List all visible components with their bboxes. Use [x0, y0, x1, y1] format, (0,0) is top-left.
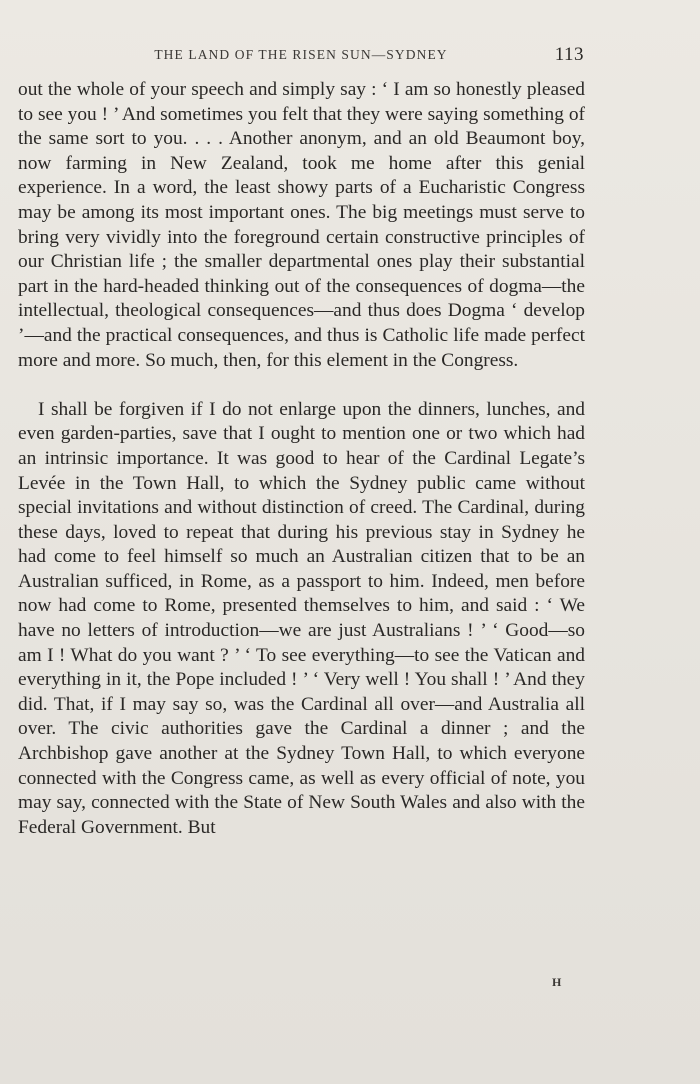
paragraph: I shall be forgiven if I do not enlarge upon the dinners, lunches, and even garden-parties, save that I ought to mention one or two which had an intrinsic importance. It was good to hear of the Cardinal Legate’s Levée in the Town Hall, to which the Sydney public came without special invitations and without distinction of creed. The Cardinal, during these days, loved to repeat that during his previous stay in Sydney he had come to feel himself so much an Australian citizen that to be an Australian sufficed, in Rome, as a passport to him. Indeed, men before now had come to Rome, presented themselves to him, and said : ‘ We have no letters of introduction—we are just Australians ! ’ ‘ Good—so am I ! What do you want ? ’ ‘ To see everything—to see the Vatican and everything in it, the Pope included ! ’ ‘ Very well ! You shall ! ’ And they did. That, if I may say so, was the Cardinal all over—and Australia all over. The civic authorities gave the Cardinal a dinner ; and the Archbishop gave another at the Sydney Town Hall, to which everyone connected with the Congress came, as well as every official of note, you may say, connected with the State of New South Wales and also with the Federal Government. But	[18, 398, 585, 838]
paragraph: out the whole of your speech and simply say : ‘ I am so honestly pleased to see you ! ’ And sometimes you felt that they were saying something of the same sort to you. . . . Another anonym, and an old Beaumont boy, now farming in New Zealand, took me home after this genial experience. In a word, the least showy parts of a Eucharistic Congress may be among its most important ones. The big meetings must serve to bring very vividly into the foreground certain constructive principles of our Christian life ; the smaller departmental ones play their substantial part in the hard-headed thinking out of the consequences of dogma—the intellectual, theological consequences—and thus does Dogma ‘ develop ’—and the practical consequences, and thus is Catholic life made perfect more and more. So much, then, for this element in the Congress.	[18, 79, 585, 371]
page-number: 113	[554, 44, 584, 65]
signature-mark: H	[552, 975, 562, 989]
page-header	[18, 44, 584, 68]
running-head: THE LAND OF THE RISEN SUN—SYDNEY	[154, 47, 448, 62]
body-text	[18, 78, 585, 840]
